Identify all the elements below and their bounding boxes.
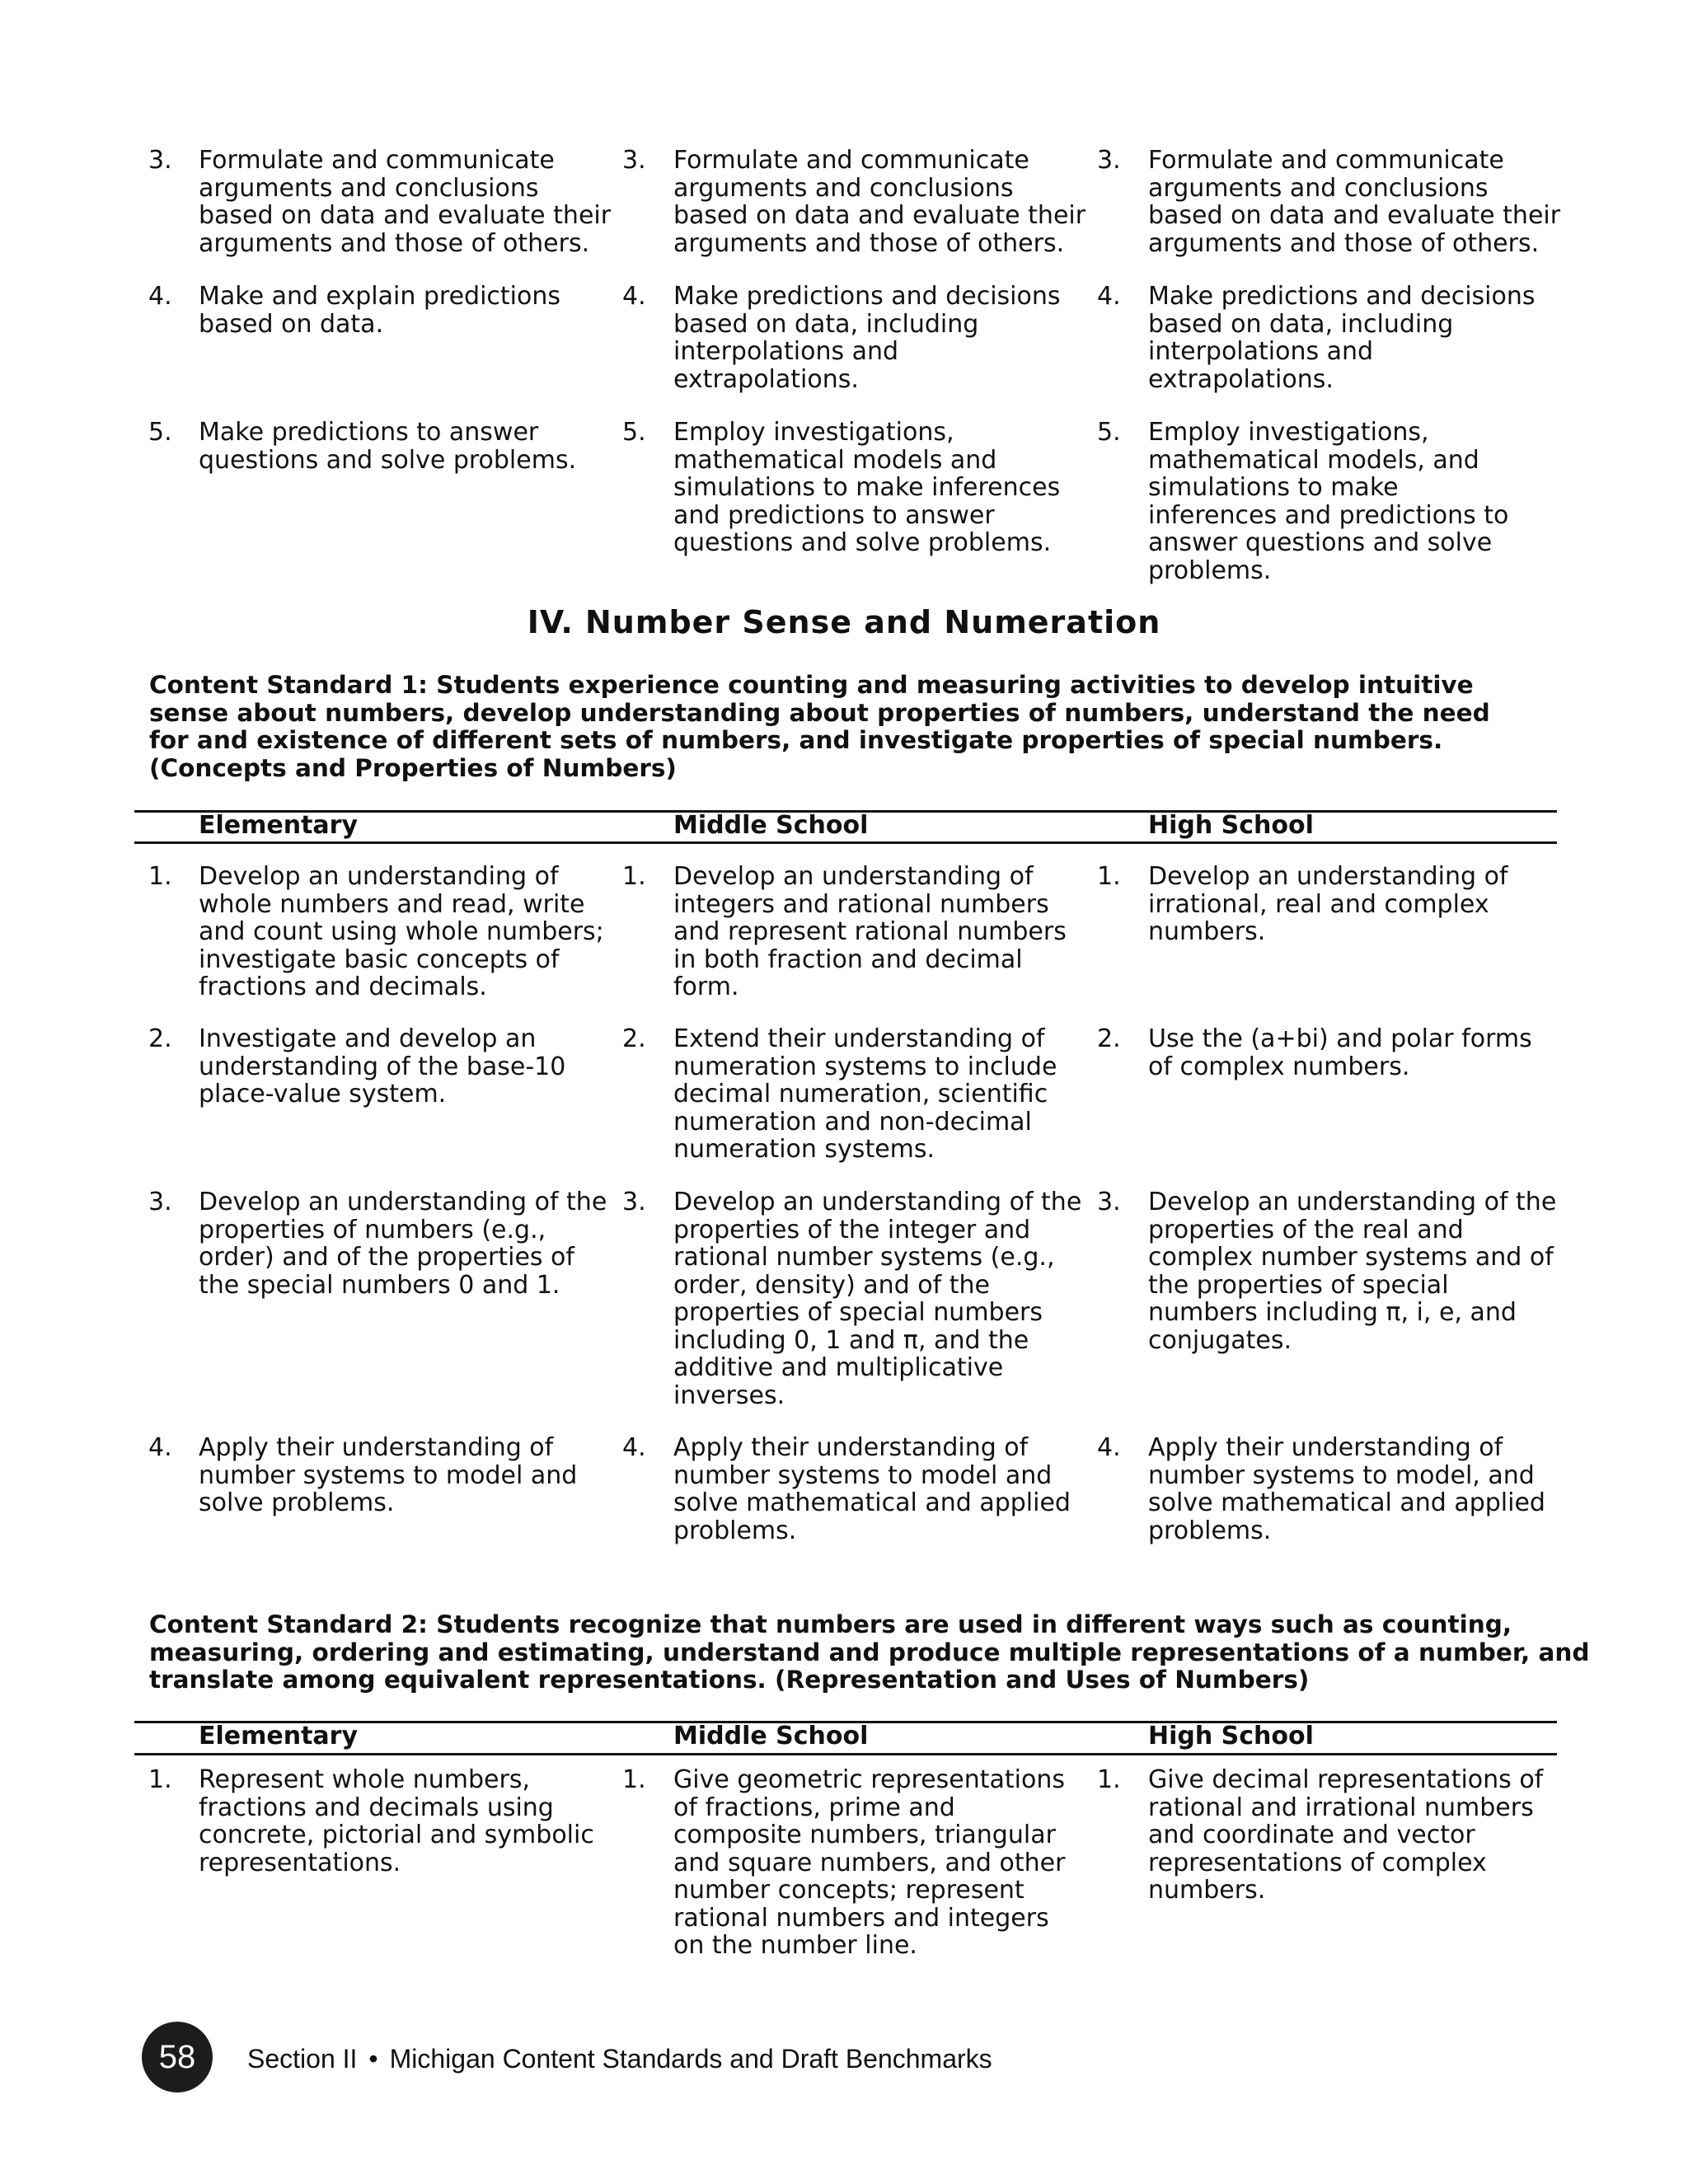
text-line: Represent whole numbers, — [199, 1765, 531, 1794]
text-line: Make predictions and decisions — [1148, 282, 1536, 311]
text-line: rational number systems (e.g., — [673, 1243, 1055, 1272]
text-line: and represent rational numbers — [673, 917, 1067, 946]
text-line: representations. — [199, 1848, 401, 1877]
middle-school-item-text — [673, 863, 1102, 1001]
text-line: irrational, real and complex — [1148, 889, 1489, 919]
middle-school-item-text — [673, 419, 1102, 557]
elementary-item-text — [199, 1025, 660, 1108]
text-line: number systems to model, and — [1148, 1460, 1535, 1490]
middle-school-item-text — [673, 1188, 1102, 1409]
text-line: composite numbers, triangular — [673, 1821, 1056, 1849]
text-line: problems. — [1148, 1516, 1272, 1545]
footer-bullet: • — [368, 2044, 378, 2074]
item-number: 5. — [1097, 418, 1121, 447]
text-line: based on data and evaluate their — [673, 201, 1086, 230]
item-number: 4. — [622, 282, 646, 311]
text-line: numbers. — [1148, 1876, 1266, 1905]
text-line: and count using whole numbers; — [199, 917, 604, 946]
text-line: Content Standard 1: Students experience counting and measuring activities to develop intuitive — [149, 671, 1474, 699]
header-elementary: Elementary — [199, 811, 359, 840]
text-line: of complex numbers. — [1148, 1052, 1410, 1081]
middle-school-item-text — [673, 147, 1102, 257]
text-line: of fractions, prime and — [673, 1793, 955, 1822]
section-heading: IV. Number Sense and Numeration — [527, 604, 1161, 640]
elementary-item-text — [199, 1434, 660, 1517]
middle-school-item-text — [673, 1434, 1102, 1544]
text-line: conjugates. — [1148, 1325, 1292, 1355]
item-number: 4. — [1097, 282, 1121, 311]
high-school-item-text — [1148, 1025, 1577, 1080]
text-line: questions and solve problems. — [673, 528, 1052, 557]
item-number: 2. — [1097, 1024, 1121, 1053]
text-line: Give geometric representations — [673, 1765, 1065, 1794]
item-number: 3. — [148, 1188, 172, 1216]
text-line: extrapolations. — [1148, 364, 1334, 394]
header-high-school: High School — [1148, 1722, 1314, 1750]
text-line: Use the (a+bi) and polar forms — [1148, 1024, 1532, 1053]
text-line: arguments and those of others. — [1148, 228, 1540, 258]
text-line: representations of complex — [1148, 1848, 1487, 1877]
footer-title: Michigan Content Standards and Draft Benchmarks — [389, 2044, 992, 2074]
text-line: decimal numeration, scientific — [673, 1080, 1048, 1108]
elementary-item-text — [199, 863, 660, 1001]
text-line: arguments and conclusions — [199, 173, 539, 203]
text-line: whole numbers and read, write — [199, 889, 585, 919]
text-line: properties of special numbers — [673, 1298, 1043, 1327]
text-line: place-value system. — [199, 1080, 447, 1108]
header-middle-school: Middle School — [673, 811, 869, 840]
text-line: and square numbers, and other — [673, 1848, 1066, 1877]
middle-school-item-text — [673, 1025, 1102, 1164]
text-line: order, density) and of the — [673, 1270, 990, 1300]
item-number: 3. — [622, 1188, 646, 1216]
text-line: Extend their understanding of — [673, 1024, 1045, 1053]
text-line: number systems to model and — [199, 1460, 578, 1490]
text-line: additive and multiplicative — [673, 1353, 1004, 1382]
content-standard-1-text — [149, 672, 1616, 782]
header-elementary: Elementary — [199, 1722, 359, 1750]
text-line: mathematical models, and — [1148, 445, 1479, 475]
text-line: numbers including π, i, e, and — [1148, 1298, 1517, 1327]
text-line: Develop an understanding of the — [673, 1188, 1082, 1216]
elementary-item-text — [199, 1766, 660, 1877]
text-line: numeration and non-decimal — [673, 1107, 1032, 1137]
text-line: Formulate and communicate — [199, 146, 555, 175]
text-line: properties of numbers (e.g., — [199, 1215, 546, 1244]
text-line: rational and irrational numbers — [1148, 1793, 1534, 1822]
item-number: 1. — [622, 862, 646, 891]
elementary-item-text — [199, 147, 660, 257]
text-line: complex number systems and of — [1148, 1243, 1554, 1272]
header-middle-school: Middle School — [673, 1722, 869, 1750]
text-line: based on data. — [199, 309, 384, 339]
elementary-item-text — [199, 283, 660, 338]
text-line: interpolations and — [673, 337, 899, 366]
text-line: Content Standard 2: Students recognize that numbers are used in different ways such as counting, — [149, 1610, 1512, 1638]
text-line: arguments and conclusions — [1148, 173, 1489, 203]
text-line: properties of the real and — [1148, 1215, 1464, 1244]
text-line: Apply their understanding of — [199, 1433, 554, 1462]
high-school-item-text — [1148, 863, 1577, 946]
text-line: based on data and evaluate their — [199, 201, 612, 230]
text-line: Formulate and communicate — [1148, 146, 1504, 175]
text-line: inferences and predictions to — [1148, 500, 1509, 530]
item-number: 3. — [1097, 146, 1121, 175]
text-line: Employ investigations, — [673, 418, 954, 447]
text-line: numeration systems to include — [673, 1052, 1057, 1081]
text-line: simulations to make — [1148, 473, 1399, 502]
text-line: in both fraction and decimal — [673, 944, 1023, 974]
text-line: arguments and those of others. — [199, 228, 590, 258]
text-line: extrapolations. — [673, 364, 859, 394]
text-line: based on data, including — [1148, 309, 1454, 339]
item-number: 4. — [622, 1433, 646, 1462]
text-line: order) and of the properties of — [199, 1243, 574, 1272]
middle-school-item-text — [673, 1766, 1102, 1960]
text-line: the special numbers 0 and 1. — [199, 1270, 560, 1300]
text-line: arguments and conclusions — [673, 173, 1014, 203]
item-number: 3. — [622, 146, 646, 175]
text-line: Develop an understanding of the — [1148, 1188, 1557, 1216]
text-line: Make predictions and decisions — [673, 282, 1061, 311]
text-line: measuring, ordering and estimating, understand and produce multiple representations of a number, and — [149, 1638, 1590, 1666]
footer-section: Section II — [247, 2044, 358, 2074]
item-number: 1. — [1097, 1765, 1121, 1794]
text-line: properties of the integer and — [673, 1215, 1031, 1244]
text-line: the properties of special — [1148, 1270, 1449, 1300]
text-line: numbers. — [1148, 917, 1266, 946]
text-line: arguments and those of others. — [673, 228, 1065, 258]
text-line: Formulate and communicate — [673, 146, 1029, 175]
text-line: solve mathematical and applied — [673, 1488, 1071, 1517]
page-number-badge: 58 — [142, 2022, 213, 2093]
text-line: inverses. — [673, 1380, 785, 1410]
text-line: understanding of the base-10 — [199, 1052, 566, 1081]
text-line: based on data, including — [673, 309, 979, 339]
text-line: Make and explain predictions — [199, 282, 561, 311]
item-number: 5. — [148, 418, 172, 447]
text-line: Develop an understanding of — [673, 862, 1034, 891]
text-line: and coordinate and vector — [1148, 1821, 1475, 1849]
item-number: 1. — [622, 1765, 646, 1794]
text-line: numeration systems. — [673, 1135, 935, 1164]
text-line: solve mathematical and applied — [1148, 1488, 1545, 1517]
text-line: sense about numbers, develop understanding about properties of numbers, understand the need — [149, 698, 1490, 727]
text-line: mathematical models and — [673, 445, 997, 475]
text-line: problems. — [1148, 555, 1272, 585]
middle-school-item-text — [673, 283, 1102, 393]
text-line: translate among equivalent representations. (Representation and Uses of Numbers) — [149, 1666, 1310, 1694]
text-line: fractions and decimals using — [199, 1793, 554, 1822]
text-line: Employ investigations, — [1148, 418, 1429, 447]
text-line: and predictions to answer — [673, 500, 995, 530]
high-school-item-text — [1148, 147, 1577, 257]
text-line: based on data and evaluate their — [1148, 201, 1561, 230]
text-line: (Concepts and Properties of Numbers) — [149, 753, 677, 782]
header-high-school: High School — [1148, 811, 1314, 840]
text-line: answer questions and solve — [1148, 528, 1493, 557]
text-line: Investigate and develop an — [199, 1024, 537, 1053]
text-line: Develop an understanding of — [1148, 862, 1508, 891]
text-line: Apply their understanding of — [673, 1433, 1029, 1462]
text-line: Develop an understanding of — [199, 862, 559, 891]
text-line: concrete, pictorial and symbolic — [199, 1821, 594, 1849]
text-line: Give decimal representations of — [1148, 1765, 1544, 1794]
elementary-item-text — [199, 1188, 660, 1299]
item-number: 1. — [148, 862, 172, 891]
high-school-item-text — [1148, 1766, 1577, 1905]
item-number: 3. — [1097, 1188, 1121, 1216]
item-number: 4. — [148, 282, 172, 311]
text-line: number systems to model and — [673, 1460, 1053, 1490]
content-standard-2-text — [149, 1611, 1616, 1694]
text-line: number concepts; represent — [673, 1876, 1025, 1905]
item-number: 5. — [622, 418, 646, 447]
text-line: fractions and decimals. — [199, 972, 487, 1001]
elementary-item-text — [199, 419, 660, 474]
high-school-item-text — [1148, 1434, 1577, 1544]
text-line: on the number line. — [673, 1931, 917, 1960]
item-number: 2. — [148, 1024, 172, 1053]
text-line: integers and rational numbers — [673, 889, 1049, 919]
text-line: Apply their understanding of — [1148, 1433, 1503, 1462]
item-number: 1. — [1097, 862, 1121, 891]
item-number: 1. — [148, 1765, 172, 1794]
table-header-rule — [134, 1753, 1557, 1755]
text-line: for and existence of different sets of numbers, and investigate properties of special numbers. — [149, 726, 1443, 754]
high-school-item-text — [1148, 419, 1577, 584]
text-line: problems. — [673, 1516, 797, 1545]
text-line: solve problems. — [199, 1488, 395, 1517]
text-line: investigate basic concepts of — [199, 944, 560, 974]
table-header-rule — [134, 841, 1557, 844]
text-line: including 0, 1 and π, and the — [673, 1325, 1029, 1355]
page-footer — [247, 2042, 992, 2075]
text-line: rational numbers and integers — [673, 1903, 1049, 1933]
text-line: Develop an understanding of the — [199, 1188, 607, 1216]
item-number: 4. — [148, 1433, 172, 1462]
text-line: interpolations and — [1148, 337, 1374, 366]
text-line: questions and solve problems. — [199, 445, 577, 475]
item-number: 2. — [622, 1024, 646, 1053]
text-line: simulations to make inferences — [673, 473, 1061, 502]
high-school-item-text — [1148, 283, 1577, 393]
text-line: form. — [673, 972, 739, 1001]
high-school-item-text — [1148, 1188, 1577, 1354]
item-number: 3. — [148, 146, 172, 175]
text-line: Make predictions to answer — [199, 418, 539, 447]
item-number: 4. — [1097, 1433, 1121, 1462]
